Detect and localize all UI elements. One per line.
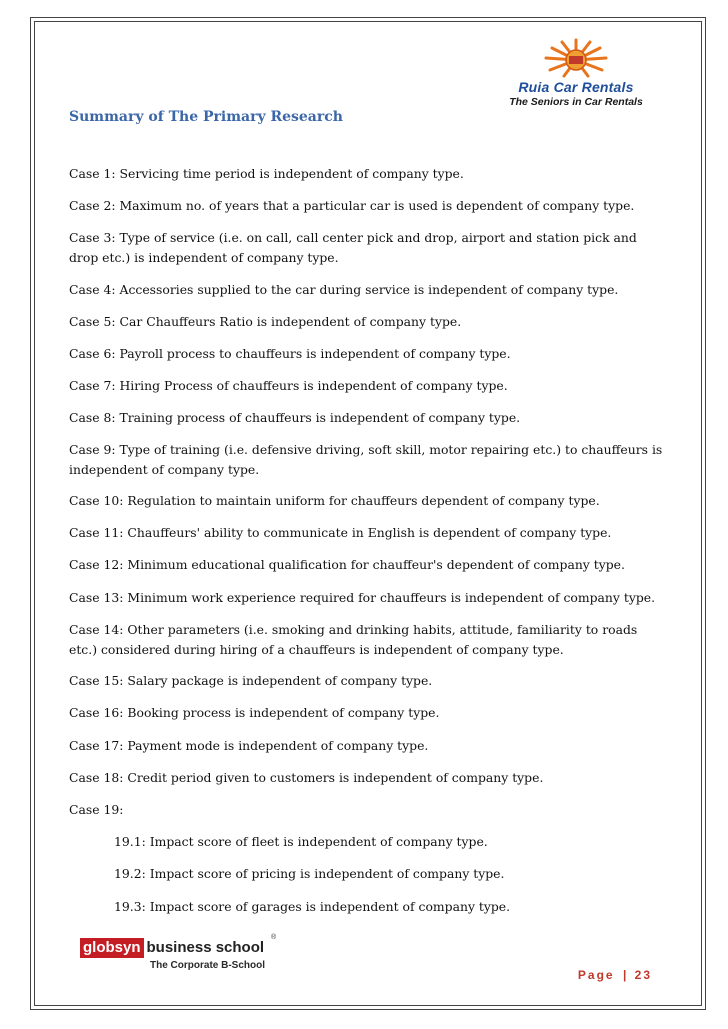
case-item: Case 11: Chauffeurs' ability to communicate in English is dependent of company type. <box>69 525 612 540</box>
sub-case-item: 19.2: Impact score of pricing is independent of company type. <box>114 866 505 881</box>
page-number-value: 23 <box>634 968 652 982</box>
case-item: Case 16: Booking process is independent of company type. <box>69 705 440 720</box>
case-item: Case 12: Minimum educational qualification for chauffeur's dependent of company type. <box>69 557 625 572</box>
registered-mark: ® <box>271 934 277 941</box>
sun-emblem-icon <box>532 38 620 82</box>
case-item: Case 1: Servicing time period is independent of company type. <box>69 166 464 181</box>
case-item: Case 13: Minimum work experience required for chauffeurs is independent of company type. <box>69 590 656 605</box>
case-item: Case 8: Training process of chauffeurs is independent of company type. <box>69 410 521 425</box>
page-label: Page <box>577 968 615 982</box>
case-item: Case 18: Credit period given to customers is independent of company type. <box>69 770 544 785</box>
case-item: Case 19: <box>69 802 124 817</box>
logo-business-school: business school <box>146 939 265 956</box>
page-number <box>578 968 652 982</box>
logo-tagline: The Corporate B-School <box>150 960 266 971</box>
case-item: Case 9: Type of training (i.e. defensive driving, soft skill, motor repairing etc.) to chauffeurs is independent of company type. <box>69 442 663 477</box>
logo-globsyn: globsyn <box>80 938 144 958</box>
case-item: Case 2: Maximum no. of years that a particular car is used is dependent of company type. <box>69 198 635 213</box>
case-item: Case 5: Car Chauffeurs Ratio is independent of company type. <box>69 314 462 329</box>
case-item: Case 14: Other parameters (i.e. smoking and drinking habits, attitude, familiarity to roads etc.) considered during hiring of a chauffeurs is independent of company type. <box>69 622 638 657</box>
brand-name: Ruia Car Rentals <box>518 79 634 95</box>
case-item: Case 15: Salary package is independent of company type. <box>69 673 433 688</box>
case-item: Case 10: Regulation to maintain uniform for chauffeurs dependent of company type. <box>69 493 600 508</box>
sub-case-item: 19.1: Impact score of fleet is independent of company type. <box>114 834 488 849</box>
brand-tagline: The Seniors in Car Rentals <box>509 96 643 108</box>
ruia-car-rentals-logo <box>492 38 660 112</box>
case-item: Case 17: Payment mode is independent of company type. <box>69 738 429 753</box>
case-item: Case 3: Type of service (i.e. on call, call center pick and drop, airport and station pick and drop etc.) is independent of company type. <box>69 230 637 265</box>
section-heading: Summary of The Primary Research <box>69 109 343 125</box>
case-item: Case 6: Payroll process to chauffeurs is independent of company type. <box>69 346 511 361</box>
case-item: Case 4: Accessories supplied to the car during service is independent of company type. <box>69 282 619 297</box>
case-item: Case 7: Hiring Process of chauffeurs is independent of company type. <box>69 378 508 393</box>
globsyn-logo <box>80 934 280 978</box>
page-separator: | <box>622 968 627 982</box>
sub-case-item: 19.3: Impact score of garages is independent of company type. <box>114 899 511 914</box>
